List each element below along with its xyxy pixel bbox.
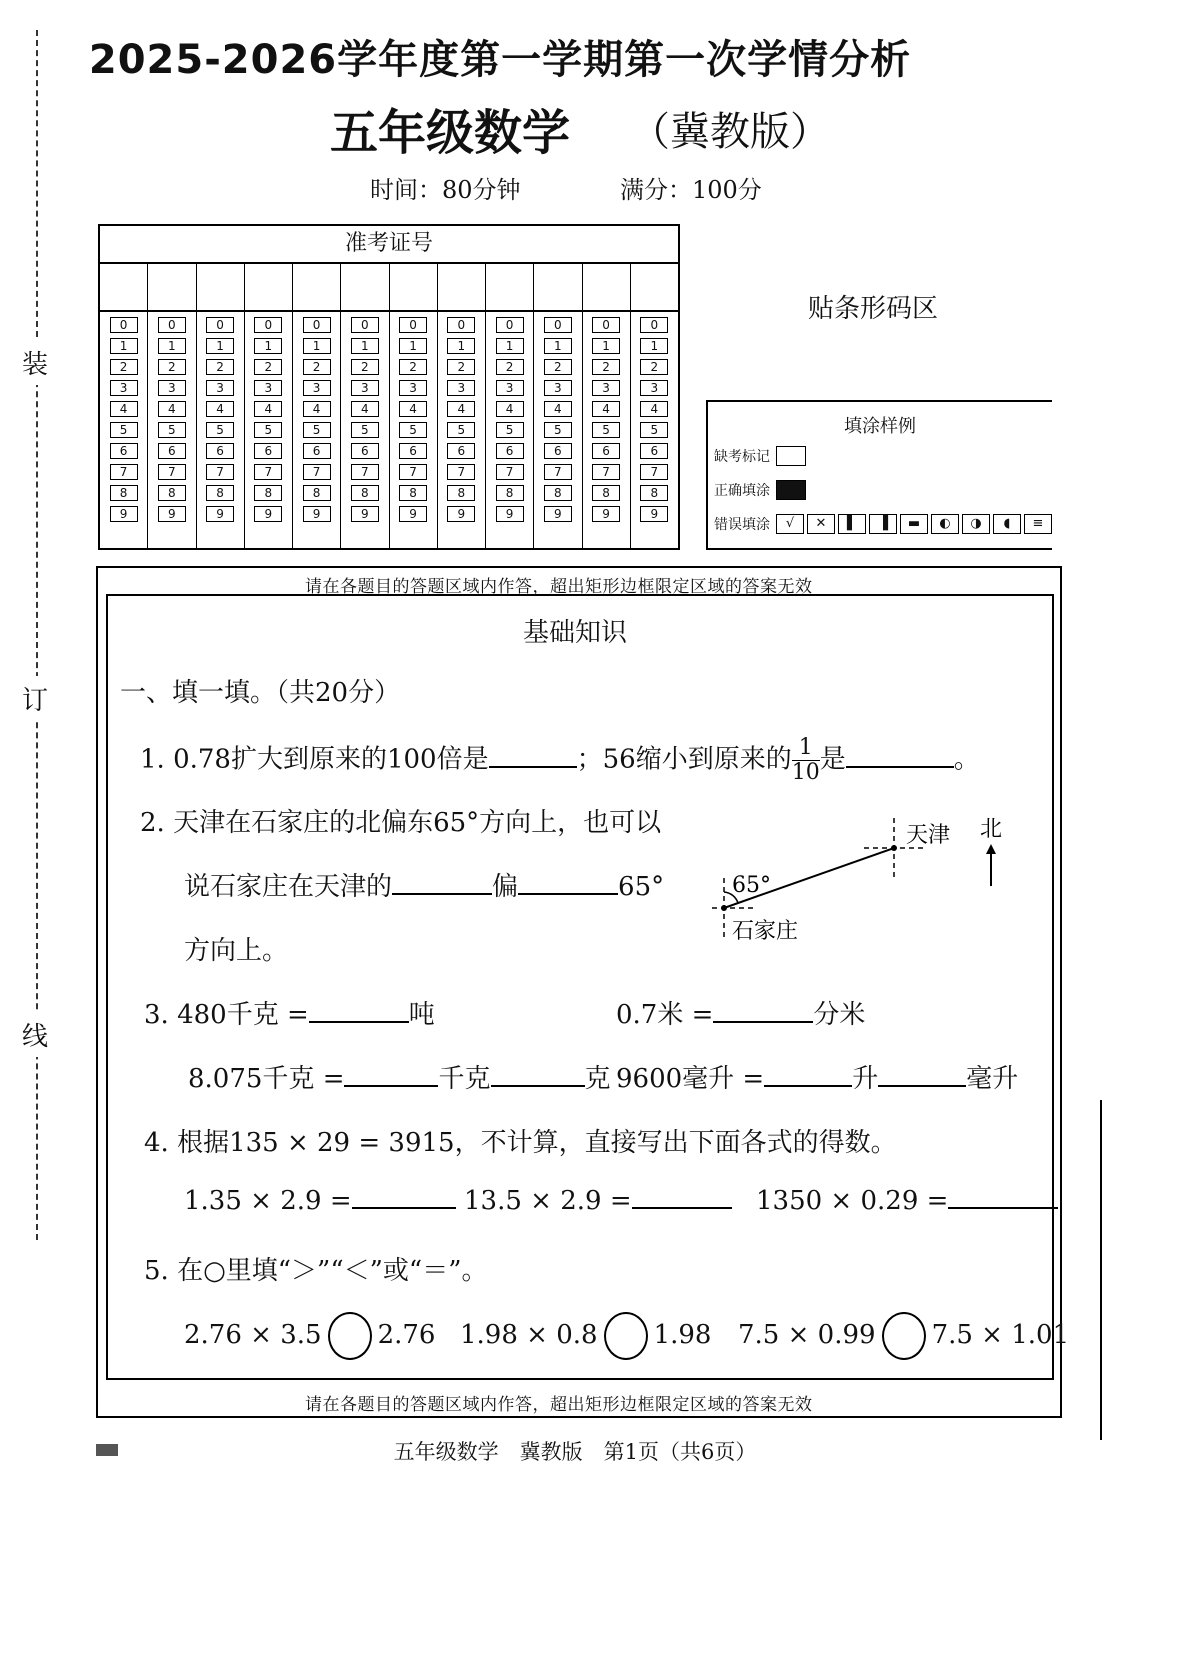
exam-id-bubble[interactable]: 2 [303, 359, 331, 375]
section-title: 基础知识 [522, 618, 627, 648]
exam-id-bubble[interactable]: 3 [303, 380, 331, 396]
exam-id-bubble[interactable]: 1 [447, 338, 475, 354]
exam-id-column [438, 264, 486, 548]
exam-id-label: 准考证号 [100, 226, 678, 264]
q3-blank-6[interactable] [878, 1085, 966, 1087]
exam-id-bubble[interactable]: 6 [544, 443, 572, 459]
exam-id-bubble[interactable]: 1 [351, 338, 379, 354]
exam-id-bubble[interactable]: 7 [206, 464, 234, 480]
exam-id-bubble[interactable]: 3 [592, 380, 620, 396]
exam-id-digit-cell[interactable] [631, 264, 678, 312]
question-3-row-1 [144, 994, 435, 1031]
wrong-fill-mark: ≡ [1024, 514, 1052, 534]
absent-mark-box[interactable] [776, 446, 806, 466]
exam-id-bubble[interactable]: 4 [110, 401, 138, 417]
q5-compare-1 [184, 1312, 435, 1360]
exam-id-bubble[interactable]: 0 [254, 317, 282, 333]
exam-id-bubble[interactable]: 4 [158, 401, 186, 417]
q4-expr-1 [184, 1186, 456, 1216]
exam-id-bubble[interactable]: 3 [496, 380, 524, 396]
tianjin-point [891, 845, 897, 851]
exam-id-bubble[interactable]: 6 [447, 443, 475, 459]
exam-id-bubble[interactable]: 9 [158, 506, 186, 522]
q4-expr-2 [464, 1186, 732, 1216]
q1-fraction [792, 736, 820, 785]
exam-id-bubble[interactable]: 9 [110, 506, 138, 522]
exam-id-bubble[interactable]: 7 [640, 464, 668, 480]
exam-id-digit-cell[interactable] [390, 264, 437, 312]
exam-id-bubble[interactable]: 1 [254, 338, 282, 354]
exam-id-bubble[interactable]: 8 [158, 485, 186, 501]
q5-c1a: 2.76 × 3.5 [184, 1320, 322, 1350]
question-2-line-2 [184, 866, 664, 903]
north-label: 北 [980, 817, 1003, 842]
q3-d2: 升 [852, 1064, 879, 1094]
wrong-fill-mark: ▌ [838, 514, 866, 534]
q3-a1: 480千克 = [177, 1000, 309, 1030]
time-label: 时间：80分钟 [370, 176, 521, 204]
q5-compare-3 [738, 1312, 1069, 1360]
q3-number: 3. [144, 1000, 169, 1030]
exam-id-bubble[interactable]: 5 [351, 422, 379, 438]
exam-id-bubble[interactable]: 7 [399, 464, 427, 480]
exam-id-bubble[interactable]: 7 [254, 464, 282, 480]
exam-id-column [148, 264, 196, 548]
q5-circle-2[interactable] [604, 1312, 648, 1360]
q5-c3b: 7.5 × 1.01 [931, 1320, 1070, 1350]
q4-e1: 1.35 × 2.9 = [184, 1186, 352, 1216]
q5-c2b: 1.98 [653, 1320, 712, 1350]
q3-blank-1[interactable] [309, 1021, 409, 1023]
exam-id-bubble[interactable]: 9 [399, 506, 427, 522]
exam-id-column [245, 264, 293, 548]
exam-id-bubble[interactable]: 5 [592, 422, 620, 438]
exam-id-bubble[interactable]: 1 [640, 338, 668, 354]
q5-compare-2 [460, 1312, 711, 1360]
wrong-fill-mark: ▐ [869, 514, 897, 534]
score-label: 满分：100分 [620, 176, 762, 204]
exam-id-bubble[interactable]: 9 [351, 506, 379, 522]
binding-char-2: 订 [22, 676, 48, 721]
notice-top: 请在各题目的答题区域内作答，超出矩形边框限定区域的答案无效 [305, 577, 813, 597]
edition-label: （冀教版） [630, 109, 830, 155]
exam-id-bubble[interactable]: 4 [544, 401, 572, 417]
exam-id-bubble[interactable]: 3 [399, 380, 427, 396]
exam-id-column [583, 264, 631, 548]
exam-id-bubble[interactable]: 0 [206, 317, 234, 333]
exam-id-bubble[interactable]: 5 [447, 422, 475, 438]
sjz-point [721, 905, 727, 911]
exam-id-bubble[interactable]: 1 [399, 338, 427, 354]
exam-id-digit-cell[interactable] [583, 264, 630, 312]
notice-bottom: 请在各题目的答题区域内作答，超出矩形边框限定区域的答案无效 [305, 1395, 813, 1415]
exam-id-bubble[interactable]: 7 [592, 464, 620, 480]
part-1-heading: 一、填一填。（共20分） [120, 678, 401, 708]
exam-id-column [486, 264, 534, 548]
exam-id-bubble[interactable]: 5 [110, 422, 138, 438]
exam-id-bubble[interactable]: 0 [447, 317, 475, 333]
exam-id-bubble[interactable]: 5 [158, 422, 186, 438]
q4-blank-3[interactable] [948, 1207, 1058, 1209]
angle-label: 65° [732, 873, 771, 898]
exam-id-bubble[interactable]: 9 [303, 506, 331, 522]
exam-id-column [631, 264, 678, 548]
exam-id-bubble[interactable]: 4 [399, 401, 427, 417]
exam-id-bubble[interactable]: 4 [496, 401, 524, 417]
exam-id-bubble[interactable]: 7 [447, 464, 475, 480]
exam-id-bubble[interactable]: 3 [351, 380, 379, 396]
q5-number: 5. [144, 1256, 169, 1286]
exam-id-bubble[interactable]: 8 [544, 485, 572, 501]
exam-id-bubble[interactable]: 2 [254, 359, 282, 375]
exam-id-bubble[interactable]: 8 [206, 485, 234, 501]
wrong-fill-mark: ▬ [900, 514, 928, 534]
exam-id-bubble[interactable]: 9 [640, 506, 668, 522]
exam-id-bubble[interactable]: 4 [640, 401, 668, 417]
barcode-area: 贴条形码区 [808, 294, 939, 324]
exam-id-bubble[interactable]: 2 [206, 359, 234, 375]
exam-id-bubble[interactable]: 1 [544, 338, 572, 354]
wrong-fill-mark: √ [776, 514, 804, 534]
exam-id-bubble[interactable]: 0 [303, 317, 331, 333]
exam-id-column [534, 264, 582, 548]
right-edge-mark [1100, 1100, 1102, 1440]
q1-frac-denominator: 10 [791, 760, 820, 785]
exam-id-bubble[interactable]: 0 [110, 317, 138, 333]
exam-id-bubble[interactable]: 8 [399, 485, 427, 501]
exam-id-bubble[interactable]: 0 [158, 317, 186, 333]
exam-id-bubble[interactable]: 2 [496, 359, 524, 375]
exam-id-digit-cell[interactable] [100, 264, 147, 312]
q3-d3: 毫升 [966, 1064, 1019, 1094]
q2-blank-1[interactable] [392, 893, 492, 895]
correct-fill-label: 正确填涂 [714, 483, 770, 499]
exam-id-digit-cell[interactable] [148, 264, 195, 312]
exam-id-bubble[interactable]: 7 [544, 464, 572, 480]
exam-id-bubble[interactable]: 1 [158, 338, 186, 354]
exam-id-bubble[interactable]: 9 [206, 506, 234, 522]
exam-id-bubble[interactable]: 4 [254, 401, 282, 417]
subject-title: 五年级数学 [330, 105, 571, 161]
exam-id-bubble[interactable]: 6 [254, 443, 282, 459]
exam-id-bubble[interactable]: 2 [544, 359, 572, 375]
exam-id-bubble[interactable]: 6 [399, 443, 427, 459]
exam-id-digit-cell[interactable] [341, 264, 388, 312]
q3-c2: 千克 [438, 1064, 491, 1094]
q3-b2: 分米 [813, 1000, 866, 1030]
north-arrow-head-icon [986, 844, 996, 854]
exam-id-bubble[interactable]: 3 [447, 380, 475, 396]
q3-blank-2[interactable] [713, 1021, 813, 1023]
exam-id-bubble[interactable]: 9 [254, 506, 282, 522]
correct-fill-example [776, 480, 806, 500]
diagram-helper [724, 800, 865, 848]
q2-number: 2. [140, 808, 165, 838]
exam-id-bubble[interactable]: 6 [351, 443, 379, 459]
exam-id-bubble[interactable]: 1 [592, 338, 620, 354]
exam-id-column [341, 264, 389, 548]
question-2-line-1 [140, 802, 661, 839]
exam-id-bubble[interactable]: 6 [640, 443, 668, 459]
question-3-row-1b [616, 994, 865, 1031]
exam-id-bubble[interactable]: 5 [640, 422, 668, 438]
q4-e3: 1350 × 0.29 = [756, 1186, 949, 1216]
q2-line2a: 说石家庄在天津的 [184, 872, 393, 902]
exam-id-bubble[interactable]: 0 [399, 317, 427, 333]
wrong-fill-mark: ◐ [931, 514, 959, 534]
exam-id-bubble[interactable]: 8 [110, 485, 138, 501]
q3-b1: 0.7米 = [616, 1000, 714, 1030]
exam-id-bubble[interactable]: 6 [496, 443, 524, 459]
exam-id-column [197, 264, 245, 548]
exam-id-bubble[interactable]: 1 [110, 338, 138, 354]
question-3-row-2 [188, 1058, 611, 1095]
exam-id-digit-cell[interactable] [245, 264, 292, 312]
exam-id-bubble[interactable]: 9 [592, 506, 620, 522]
exam-id-bubble[interactable]: 5 [399, 422, 427, 438]
exam-id-bubble[interactable]: 3 [158, 380, 186, 396]
q3-blank-4[interactable] [491, 1085, 585, 1087]
exam-id-bubble[interactable]: 5 [254, 422, 282, 438]
q3-blank-3[interactable] [344, 1085, 438, 1087]
q2-line2c: 65° [618, 872, 665, 902]
q4-number: 4. [144, 1128, 169, 1158]
exam-id-bubble[interactable]: 2 [351, 359, 379, 375]
fill-sample-box [706, 400, 1052, 550]
exam-id-column [293, 264, 341, 548]
exam-id-bubble[interactable]: 7 [110, 464, 138, 480]
exam-id-column [390, 264, 438, 548]
q4-blank-2[interactable] [632, 1207, 732, 1209]
question-5 [144, 1250, 488, 1287]
q1-text-b: ；56缩小到原来的 [576, 744, 792, 775]
exam-id-bubble[interactable]: 8 [447, 485, 475, 501]
absent-mark-label: 缺考标记 [714, 449, 770, 465]
q1-frac-numerator: 1 [792, 736, 820, 761]
q5-c2a: 1.98 × 0.8 [460, 1320, 598, 1350]
exam-id-digit-cell[interactable] [486, 264, 533, 312]
exam-id-bubble[interactable]: 3 [544, 380, 572, 396]
exam-id-bubble[interactable]: 0 [544, 317, 572, 333]
q2-line2b: 偏 [492, 872, 519, 902]
exam-id-bubble[interactable]: 7 [496, 464, 524, 480]
exam-id-bubble[interactable]: 6 [110, 443, 138, 459]
wrong-fill-mark: ◖ [993, 514, 1021, 534]
wrong-fill-examples [776, 514, 1052, 534]
exam-id-bubble[interactable]: 0 [351, 317, 379, 333]
q5-circle-3[interactable] [882, 1312, 926, 1360]
exam-id-bubble[interactable]: 0 [640, 317, 668, 333]
q2-line3: 方向上。 [184, 936, 289, 966]
exam-id-bubble[interactable]: 8 [303, 485, 331, 501]
exam-id-bubble[interactable]: 7 [158, 464, 186, 480]
exam-id-bubble[interactable]: 7 [351, 464, 379, 480]
exam-id-bubble[interactable]: 2 [110, 359, 138, 375]
q5-circle-1[interactable] [328, 1312, 372, 1360]
q1-text-c: 是 [819, 744, 846, 775]
exam-id-bubble[interactable]: 9 [447, 506, 475, 522]
exam-id-bubble[interactable]: 0 [592, 317, 620, 333]
exam-id-bubble[interactable]: 4 [303, 401, 331, 417]
q1-number: 1. [140, 744, 165, 775]
q5-c1b: 2.76 [377, 1320, 436, 1350]
q2-blank-2[interactable] [518, 893, 618, 895]
direction-diagram [710, 800, 1030, 950]
exam-id-bubble[interactable]: 2 [640, 359, 668, 375]
exam-id-digit-cell[interactable] [534, 264, 581, 312]
binding-char-1: 装 [22, 340, 48, 385]
exam-id-bubble[interactable]: 1 [206, 338, 234, 354]
page-footer: 五年级数学 冀教版 第1页（共6页） [393, 1440, 757, 1464]
exam-id-bubble[interactable]: 4 [206, 401, 234, 417]
exam-id-bubble[interactable]: 6 [303, 443, 331, 459]
exam-id-bubble[interactable]: 9 [544, 506, 572, 522]
wrong-fill-label: 错误填涂 [714, 517, 770, 533]
exam-id-bubble[interactable]: 4 [351, 401, 379, 417]
exam-id-column [100, 264, 148, 548]
q5-c3a: 7.5 × 0.99 [738, 1320, 876, 1350]
q4-text: 根据135 × 29 = 3915，不计算，直接写出下面各式的得数。 [177, 1128, 897, 1158]
q4-blank-1[interactable] [352, 1207, 456, 1209]
exam-id-bubble[interactable]: 6 [158, 443, 186, 459]
exam-id-bubble[interactable]: 3 [110, 380, 138, 396]
exam-id-bubble[interactable]: 3 [254, 380, 282, 396]
q5-text: 在○里填“＞”“＜”或“＝”。 [177, 1256, 488, 1286]
tianjin-label: 天津 [906, 823, 951, 848]
exam-id-bubble[interactable]: 8 [640, 485, 668, 501]
exam-id-bubble[interactable]: 5 [303, 422, 331, 438]
q1-blank-2[interactable] [846, 766, 954, 768]
exam-id-bubble[interactable]: 2 [399, 359, 427, 375]
exam-id-columns [100, 264, 678, 548]
exam-id-bubble[interactable]: 1 [496, 338, 524, 354]
shijiazhuang-label: 石家庄 [732, 919, 799, 944]
exam-title: 2025-2026学年度第一学期第一次学情分析 [88, 37, 912, 83]
exam-id-bubble[interactable]: 2 [592, 359, 620, 375]
exam-id-digit-cell[interactable] [293, 264, 340, 312]
question-1 [140, 736, 980, 785]
exam-id-bubble[interactable]: 4 [447, 401, 475, 417]
question-4 [144, 1122, 897, 1159]
q3-blank-5[interactable] [764, 1085, 852, 1087]
exam-id-bubble[interactable]: 0 [496, 317, 524, 333]
q1-blank-1[interactable] [489, 766, 577, 768]
exam-id-digit-cell[interactable] [197, 264, 244, 312]
q3-d1: 9600毫升 = [616, 1064, 765, 1094]
q1-text-a: 0.78扩大到原来的100倍是 [173, 744, 489, 775]
q4-e2: 13.5 × 2.9 = [464, 1186, 632, 1216]
exam-id-bubble[interactable]: 9 [496, 506, 524, 522]
q4-expr-3 [756, 1186, 1058, 1216]
exam-id-bubble[interactable]: 7 [303, 464, 331, 480]
exam-id-bubble[interactable]: 2 [158, 359, 186, 375]
wrong-fill-mark: ✕ [807, 514, 835, 534]
q2-line1: 天津在石家庄的北偏东65°方向上，也可以 [173, 808, 662, 838]
exam-id-bubble[interactable]: 2 [447, 359, 475, 375]
fill-sample-title: 填涂样例 [844, 416, 916, 437]
exam-id-bubble[interactable]: 5 [496, 422, 524, 438]
exam-id-bubble[interactable]: 1 [303, 338, 331, 354]
binding-char-3: 线 [22, 1012, 48, 1057]
exam-id-bubble[interactable]: 6 [592, 443, 620, 459]
exam-id-grid [98, 224, 680, 550]
exam-id-bubble[interactable]: 8 [592, 485, 620, 501]
exam-id-bubble[interactable]: 4 [592, 401, 620, 417]
exam-id-bubble[interactable]: 8 [254, 485, 282, 501]
exam-id-digit-cell[interactable] [438, 264, 485, 312]
exam-id-bubble[interactable]: 5 [206, 422, 234, 438]
exam-id-bubble[interactable]: 8 [496, 485, 524, 501]
exam-id-bubble[interactable]: 3 [206, 380, 234, 396]
exam-id-bubble[interactable]: 8 [351, 485, 379, 501]
q3-a2: 吨 [408, 1000, 435, 1030]
exam-id-bubble[interactable]: 6 [206, 443, 234, 459]
q3-c1: 8.075千克 = [188, 1064, 345, 1094]
wrong-fill-mark: ◑ [962, 514, 990, 534]
exam-id-bubble[interactable]: 5 [544, 422, 572, 438]
q1-text-d: 。 [953, 744, 980, 775]
q3-c3: 克 [584, 1064, 611, 1094]
exam-id-bubble[interactable]: 3 [640, 380, 668, 396]
question-3-row-2b [616, 1058, 1018, 1095]
